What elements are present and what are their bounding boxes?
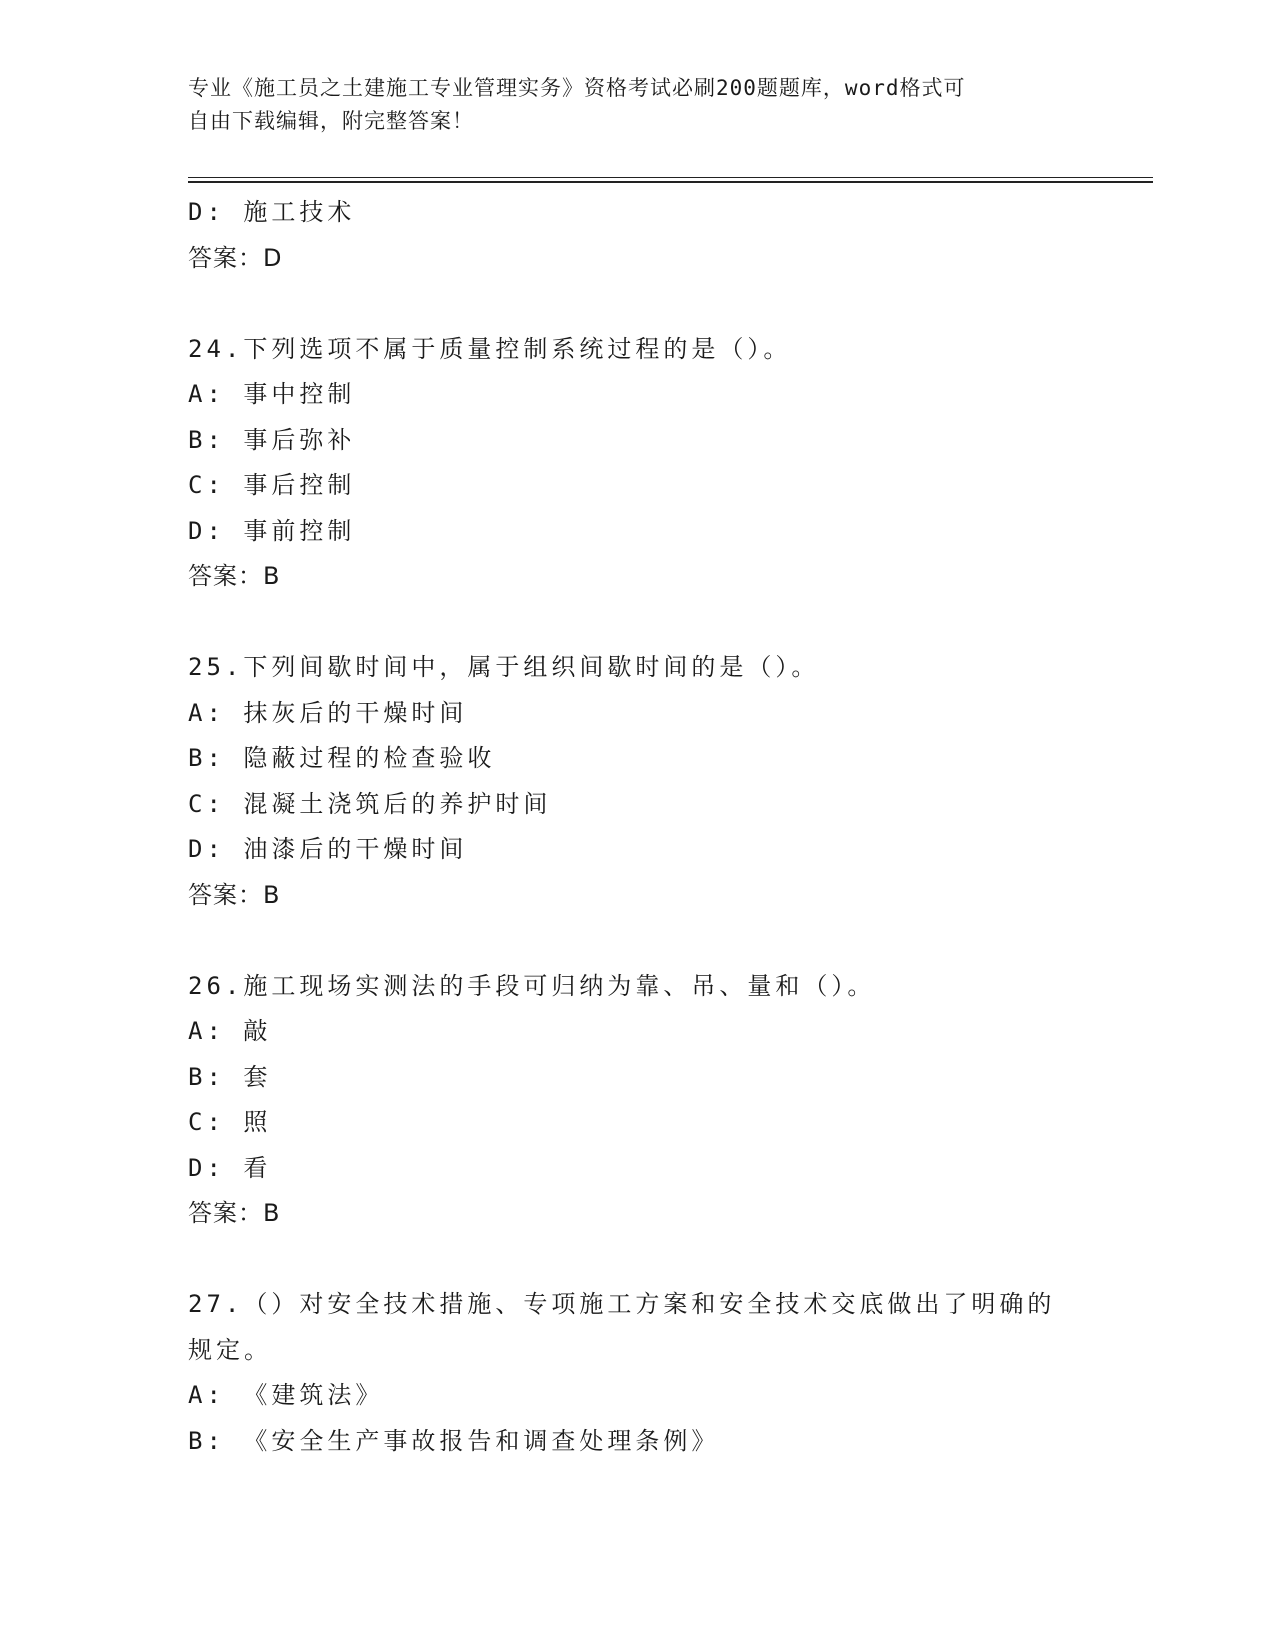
question-text: 26.施工现场实测法的手段可归纳为靠、吊、量和（）。: [188, 971, 876, 1000]
question-text: 25.下列间歇时间中，属于组织间歇时间的是（）。: [188, 653, 820, 681]
option-b: B: 隐蔽过程的检查验收: [188, 744, 496, 772]
question-25: [188, 645, 1088, 918]
document-header: [188, 72, 1068, 138]
option-d: D: 油漆后的干燥时间: [188, 835, 468, 863]
prev-option-d: D: 施工技术: [188, 198, 356, 226]
spacer: [188, 918, 1088, 964]
option-b: B: 套: [188, 1062, 272, 1091]
header-line-2: 自由下载编辑，附完整答案！: [188, 109, 474, 133]
option-b: B: 《安全生产事故报告和调查处理条例》: [188, 1426, 720, 1455]
option-b: B: 事后弥补: [188, 425, 356, 454]
option-c: C: 照: [188, 1108, 272, 1136]
option-a: A: 敲: [188, 1017, 272, 1045]
prev-answer: 答案：D: [188, 243, 283, 272]
option-c: C: 事后控制: [188, 471, 356, 499]
option-a: A: 抹灰后的干燥时间: [188, 698, 468, 727]
question-text: 24.下列选项不属于质量控制系统过程的是（）。: [188, 334, 792, 363]
option-d: D: 事前控制: [188, 516, 356, 545]
question-list: [188, 190, 1088, 1464]
answer: 答案：B: [188, 562, 281, 590]
option-a: A: 《建筑法》: [188, 1381, 384, 1409]
answer: 答案：B: [188, 880, 281, 909]
option-a: A: 事中控制: [188, 380, 356, 408]
option-c: C: 混凝土浇筑后的养护时间: [188, 789, 552, 818]
answer: 答案：B: [188, 1199, 281, 1227]
question-27: [188, 1282, 1088, 1464]
question-text-line-1: 27.（）对安全技术措施、专项施工方案和安全技术交底做出了明确的: [188, 1290, 1056, 1318]
question-24: [188, 327, 1088, 600]
header-line-1: 专业《施工员之土建施工专业管理实务》资格考试必刷200题题库，word格式可: [188, 76, 966, 100]
header-divider-thick: [188, 181, 1153, 183]
option-d: D: 看: [188, 1153, 272, 1182]
spacer: [188, 281, 1088, 327]
question-text-line-2: 规定。: [188, 1335, 272, 1364]
spacer: [188, 1237, 1088, 1283]
spacer: [188, 600, 1088, 646]
header-divider-thin: [188, 177, 1153, 178]
question-26: [188, 964, 1088, 1237]
